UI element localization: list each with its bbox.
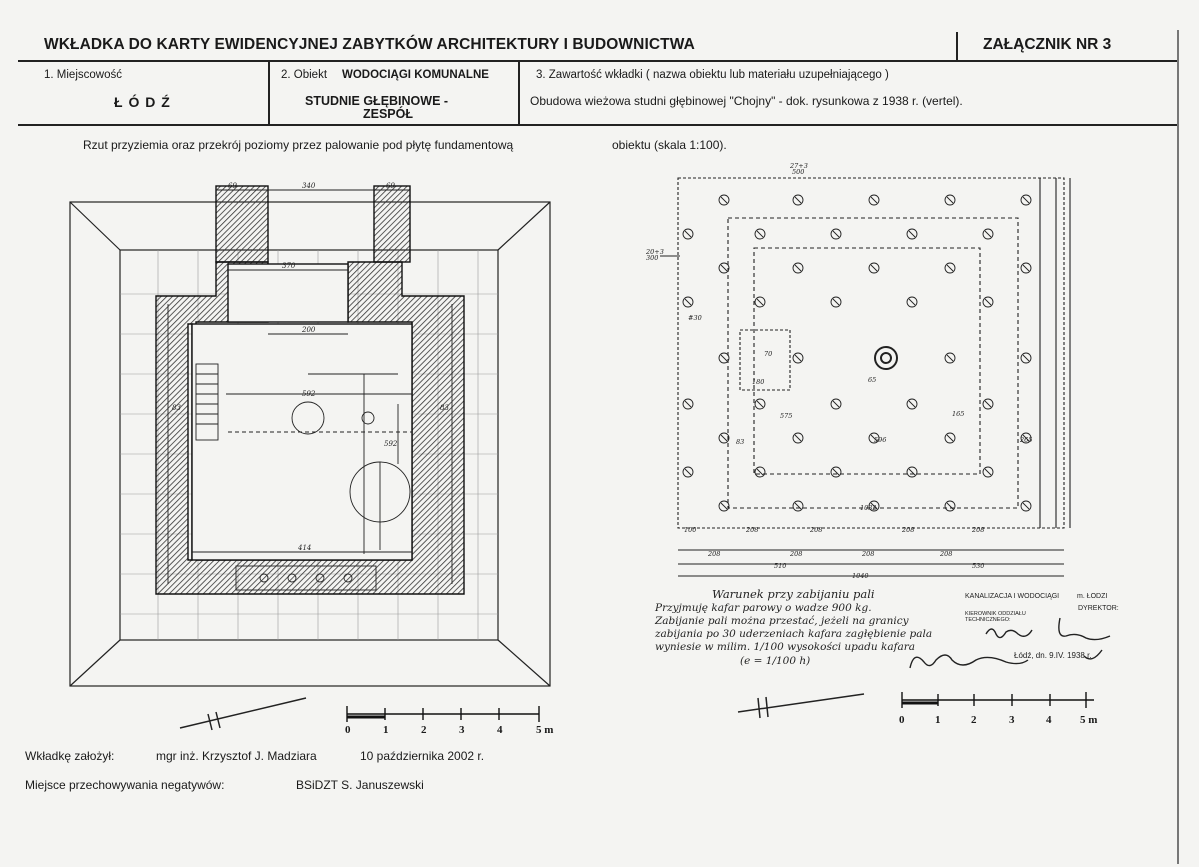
pile-cross xyxy=(947,355,953,361)
storage-label: Miejsce przechowywania negatywów: xyxy=(25,778,225,792)
stamp-org: KANALIZACJA I WODOCIĄGI xyxy=(965,593,1060,600)
pile-cross xyxy=(721,503,727,509)
scale-right-0: 0 xyxy=(899,714,905,726)
pile-cross xyxy=(757,299,763,305)
svg-text:208: 208 xyxy=(810,526,823,534)
pile-cross xyxy=(985,299,991,305)
svg-text:83: 83 xyxy=(172,404,181,412)
fields-bottom-rule xyxy=(18,124,1178,126)
locality-value: Ł Ó D Ź xyxy=(114,94,171,110)
pile-cross xyxy=(985,401,991,407)
svg-text:20+3: 20+3 xyxy=(646,248,664,256)
pile-cross xyxy=(909,299,915,305)
north-arrow-left xyxy=(178,694,308,734)
object-label: 2. Obiekt xyxy=(281,69,328,81)
stamp-city: m. ŁODZI xyxy=(1077,593,1108,600)
svg-text:83: 83 xyxy=(736,438,745,446)
signatures xyxy=(890,612,1130,692)
document-title: WKŁADKA DO KARTY EWIDENCYJNEJ ZABYTKÓW ARCHITEKTURY I BUDOWNICTWA xyxy=(44,36,695,53)
content-label: 3. Zawartość wkładki ( nazwa obiektu lub materiału uzupełniającego ) xyxy=(536,69,889,81)
pile-cross xyxy=(871,197,877,203)
note-line3: Zabijanie pali można przestać, jeżeli na granicy xyxy=(655,615,909,627)
svg-text:414: 414 xyxy=(298,544,312,552)
pile-foundation-plan-drawing xyxy=(640,160,1080,580)
pile-cross xyxy=(685,469,691,475)
svg-text:27+3: 27+3 xyxy=(790,162,808,170)
pile-cross xyxy=(685,401,691,407)
svg-text:208: 208 xyxy=(790,550,803,558)
note-line4: zabijania po 30 uderzeniach kafara zagłębienie pala xyxy=(655,628,933,640)
svg-text:592: 592 xyxy=(384,440,398,448)
scale-left-3: 3 xyxy=(459,724,465,736)
pile-cross xyxy=(721,265,727,271)
pile-cross xyxy=(909,231,915,237)
svg-text:69: 69 xyxy=(228,182,237,190)
header-bottom-rule xyxy=(18,60,1178,62)
svg-text:1032: 1032 xyxy=(860,504,877,512)
svg-text:208: 208 xyxy=(708,550,721,558)
pile-cross xyxy=(833,231,839,237)
svg-text:510: 510 xyxy=(774,562,787,570)
stamp-head: KIEROWNIK ODDZIAŁU TECHNICZNEGO: xyxy=(965,611,1026,623)
pile-cross xyxy=(985,469,991,475)
scale-left-5: 5 m xyxy=(536,724,554,736)
svg-text:65: 65 xyxy=(868,376,877,384)
caption-part1: Rzut przyziemia oraz przekrój poziomy przez palowanie pod płytę fundamentową xyxy=(83,138,514,152)
pile-cross xyxy=(871,265,877,271)
svg-text:180: 180 xyxy=(752,378,765,386)
svg-text:208: 208 xyxy=(862,550,875,558)
svg-text:208: 208 xyxy=(940,550,953,558)
note-line6: (e = 1/100 h) xyxy=(740,655,811,667)
note-line5: wyniesie w milim. 1/100 wysokości upadu kafara xyxy=(655,641,916,653)
note-line2: Przyjmuję kafar parowy o wadze 900 kg. xyxy=(655,602,872,614)
svg-text:165: 165 xyxy=(952,410,965,418)
svg-text:370: 370 xyxy=(282,262,296,270)
header-divider xyxy=(956,32,958,62)
storage-value: BSiDZT S. Januszewski xyxy=(296,778,424,792)
pile-cross xyxy=(833,299,839,305)
scale-bar-right xyxy=(900,690,1100,710)
pile-cross xyxy=(721,355,727,361)
svg-text:592: 592 xyxy=(302,390,316,398)
pile-cross xyxy=(685,299,691,305)
svg-text:69: 69 xyxy=(386,182,395,190)
svg-text:208: 208 xyxy=(746,526,759,534)
svg-text:530: 530 xyxy=(972,562,985,570)
annex-number: ZAŁĄCZNIK NR 3 xyxy=(983,36,1112,53)
svg-text:575: 575 xyxy=(780,412,793,420)
scale-right-4: 4 xyxy=(1046,714,1052,726)
author-name: mgr inż. Krzysztof J. Madziara xyxy=(156,749,317,763)
svg-text:70: 70 xyxy=(764,350,773,358)
scale-right-5: 5 m xyxy=(1080,714,1098,726)
pile-cross xyxy=(685,231,691,237)
object-sub-line2: ZESPÓŁ xyxy=(363,107,414,121)
svg-text:200: 200 xyxy=(302,326,316,334)
pile-cross xyxy=(795,355,801,361)
pile-cross xyxy=(795,265,801,271)
author-label: Wkładkę założył: xyxy=(25,749,115,763)
object-sub-line1: STUDNIE GŁĘBINOWE - xyxy=(305,94,449,108)
svg-text:300: 300 xyxy=(646,254,659,262)
pile-cross xyxy=(757,401,763,407)
scale-left-4: 4 xyxy=(497,724,503,736)
object-name: WODOCIĄGI KOMUNALNE xyxy=(342,69,489,81)
caption-part2: obiektu (skala 1:100). xyxy=(612,138,727,152)
scale-left-0: 0 xyxy=(345,724,351,736)
svg-text:83: 83 xyxy=(440,404,449,412)
pile-cross xyxy=(721,435,727,441)
pile-cross xyxy=(795,435,801,441)
pile-cross xyxy=(985,231,991,237)
locality-label: 1. Miejscowość xyxy=(44,69,122,81)
pile-cross xyxy=(909,401,915,407)
north-arrow-right xyxy=(736,690,866,720)
right-border xyxy=(1177,30,1179,864)
svg-text:208: 208 xyxy=(902,526,915,534)
scale-right-2: 2 xyxy=(971,714,977,726)
pile-cross xyxy=(947,265,953,271)
scale-bar-left xyxy=(345,704,545,724)
svg-text:1040: 1040 xyxy=(852,572,869,580)
stamp-date: Łódź, dn. 9.IV. 1938 r. xyxy=(1014,651,1092,660)
note-line1: Warunek przy zabijaniu pali xyxy=(712,587,875,601)
pile-cross xyxy=(833,401,839,407)
scale-left-1: 1 xyxy=(383,724,389,736)
svg-text:208: 208 xyxy=(972,526,985,534)
scale-right-3: 3 xyxy=(1009,714,1015,726)
pile-cross xyxy=(1023,197,1029,203)
svg-text:265: 265 xyxy=(1020,436,1033,444)
pile-cross xyxy=(757,231,763,237)
content-value: Obudowa wieżowa studni głębinowej "Chojny" - dok. rysunkowa z 1938 r. (vertel). xyxy=(530,94,963,108)
scale-left-2: 2 xyxy=(421,724,427,736)
pile-cross xyxy=(947,197,953,203)
svg-text:596: 596 xyxy=(874,436,887,444)
scale-right-1: 1 xyxy=(935,714,941,726)
pile-cross xyxy=(1023,355,1029,361)
svg-text:500: 500 xyxy=(792,168,805,176)
pile-cross xyxy=(795,197,801,203)
author-date: 10 października 2002 r. xyxy=(360,749,485,763)
pile-cross xyxy=(947,435,953,441)
svg-text:340: 340 xyxy=(302,182,316,190)
pile-cross xyxy=(721,197,727,203)
stamp-director: DYREKTOR: xyxy=(1078,605,1119,612)
svg-text:#30: #30 xyxy=(688,314,702,322)
field-divider-2 xyxy=(518,62,520,124)
pile-cross xyxy=(1023,265,1029,271)
ground-floor-plan-drawing xyxy=(68,174,568,704)
field-divider-1 xyxy=(268,62,270,124)
pile-cross xyxy=(1023,503,1029,509)
svg-text:100: 100 xyxy=(684,526,697,534)
